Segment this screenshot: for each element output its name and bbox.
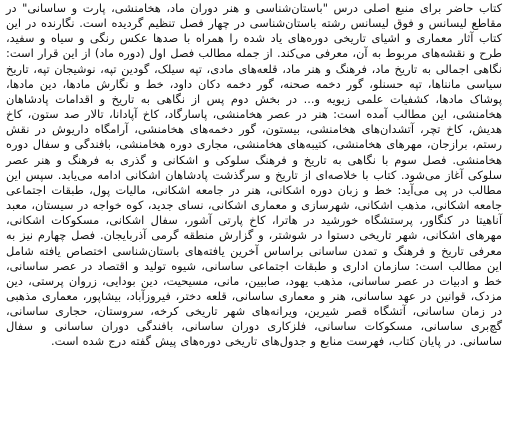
book-description-paragraph: کتاب حاضر برای منبع اصلی درس "باستان‌شناسی و هنر دوران ماد، هخامنشی، پارت و ساسانی" در مقاطع لیسانس و فوق لیسانس رشته باستان‌شناسی در چهار فصل تنظیم گردیده است. نگارنده در این کتاب آثار معماری و اشیای تاریخی دوره‌های یاد شده را همراه با صدها عکس رنگی و سیاه و سفید، طرح و نقشه‌های مربوط به آن، معرفی می‌کند. از جمله مطالب فصل اول (دوره ماد) از این قرار است: نگاهی اجمالی به تاریخ ماد، فرهنگ و هنر ماد، قلعه‌های مادی، تپه سیلک، گودین تپه، نوشیجان تپه، تاریخ سیاسی مانناها، تپه حسنلو، گور دخمه صحنه، گور دخمه دکان داود، خط و نگارش مادها، دین مادها، پوشاک مادها، کشفیات علمی زیویه و... در بخش دوم پس از نگاهی به تاریخ و اقدامات پادشاهان هخامنشی، این مطالب آمده است: هنر در عصر هخامنشی، پاسارگاد، کاخ آپادانا، تالار صد ستون، کاخ هدیش، کاخ تچر، آتشدان‌های هخامنشی، بیستون، گور دخمه‌های هخامنشی، آرامگاه داریوش در نقش رستم، برازجان، مهرهای هخامنشی، کتیبه‌های هخامنشی، مجاری دوره هخامنشی، بافندگی و سفال دوره هخامنشی. فصل سوم با نگاهی به تاریخ و فرهنگ سلوکی و اشکانی و گذری به فرهنگ و هنر عصر سلوکی آغاز می‌شود. کتاب با خلاصه‌ای از تاریخ و سرگذشت پادشاهان اشکانی ادامه می‌یابد. سپس این مطالب در پی می‌آید: خط و زبان دوره اشکانی، هنر در جامعه اشکانی، مالیات پول، طبقات اجتماعی جامعه اشکانی، مذهب اشکانی، شهرسازی و معماری اشکانی، نسای جدید، کوه خواجه در سیستان، معبد آناهیتا در کنگاور، پرستشگاه خورشید در هاترا، کاخ پارتی آشور، سفال اشکانی، مسکوکات اشکانی، مهرهای اشکانی، شهر تاریخی دستوا در شوشتر، و گزارش منطقه گرمی آذربایجان. فصل چهارم نیز به معرفی تاریخ و فرهنگ و تمدن ساسانی براساس آخرین یافته‌های باستان‌شناسی اختصاص یافته شامل این مطالب است: سازمان اداری و طبقات اجتماعی ساسانی، شیوه تولید و اقتصاد در عصر ساسانی، خط و ادبیات در عصر ساسانی، مذهب یهود، صابیین، مانی، مسیحیت، دین بودایی، زروان پرستی، دین مزدک، قوانین در عهد ساسانی، هنر و معماری ساسانی، قلعه دختر، فیروزآباد، بیشاپور، معماری مذهبی در زمان ساسانی، آتشگاه قصر شیرین، ویرانه‌های شهر تاریخی کرخه، سروستان، حجاری ساسانی، گچ‌بری ساسانی، مسکوکات ساسانی، فلزکاری دوران ساسانی، بافندگی دوران ساسانی و سفال ساسانی. در پایان کتاب، فهرست منابع و جدول‌های تاریخی دوره‌های پیش گفته درج شده است. xyxy=(6,1,502,349)
